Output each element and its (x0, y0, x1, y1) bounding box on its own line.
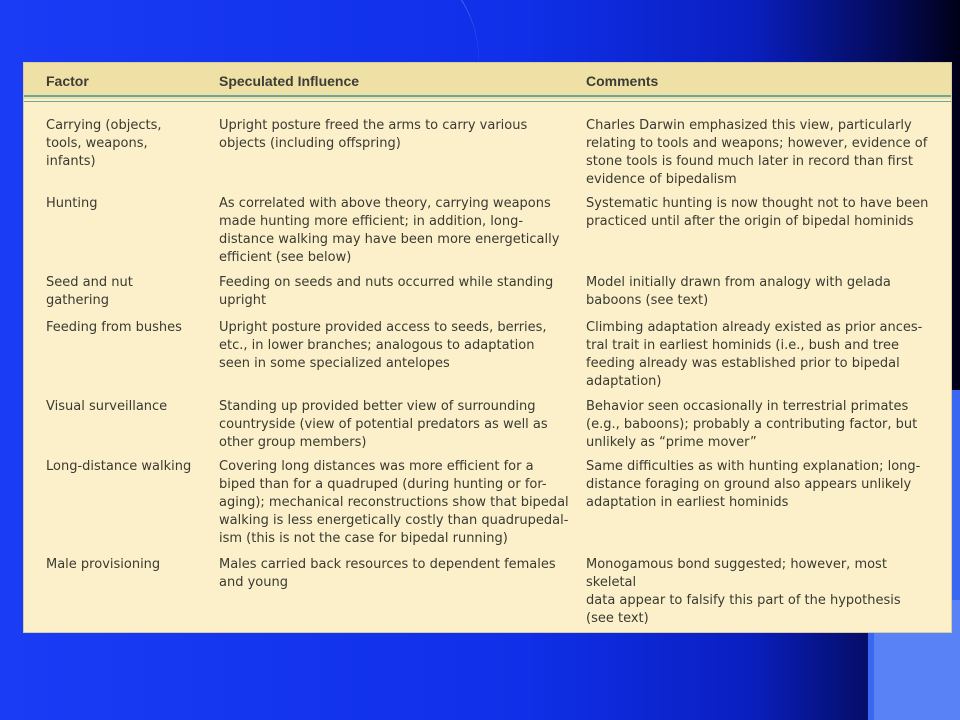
cell-comments: Behavior seen occasionally in terrestrial primates (e.g., baboons); probably a contributing factor, but unlikely as “prime mover” (586, 399, 918, 450)
cell-comments: Charles Darwin emphasized this view, particularly relating to tools and weapons; however, evidence of stone tools is found much later in record than first evidence of bipedalism (586, 118, 928, 187)
cell-comments: Same difficulties as with hunting explanation; long- distance foraging on ground also appears unlikely adaptation in earliest hominids (586, 459, 921, 510)
cell-factor: Feeding from bushes (46, 320, 182, 335)
cell-factor: Carrying (objects, tools, weapons, infants) (46, 118, 162, 169)
cell-comments: Climbing adaptation already existed as prior ances- tral trait in earliest hominids (i.e., bush and tree feeding already was established prior to bipedal adaptation) (586, 320, 923, 389)
header-comments: Comments (586, 73, 659, 89)
cell-factor: Long-distance walking (46, 459, 192, 474)
header-speculated-influence: Speculated Influence (219, 73, 360, 89)
cell-influence: Males carried back resources to dependent females and young (219, 557, 556, 590)
cell-comments: Model initially drawn from analogy with gelada baboons (see text) (586, 275, 891, 308)
cell-influence: Upright posture provided access to seeds, berries, etc., in lower branches; analogous to adaptation seen in some specialized antelopes (219, 320, 547, 371)
cell-influence: Feeding on seeds and nuts occurred while standing upright (219, 275, 554, 308)
cell-comments: Monogamous bond suggested; however, most skeletal data appear to falsify this part of the hypothesis (see text) (586, 557, 901, 626)
cell-factor: Visual surveillance (46, 399, 168, 414)
header-rule-top (24, 95, 951, 97)
cell-influence: Standing up provided better view of surrounding countryside (view of potential predators as well as other group members) (219, 399, 548, 450)
cell-comments: Systematic hunting is now thought not to have been practiced until after the origin of bipedal hominids (586, 196, 929, 229)
cell-influence: Covering long distances was more efficient for a biped than for a quadruped (during hunting or for- aging); mechanical reconstructions show that bipedal walking is less energetically costly than quadrupedal- ism (this is not the case for bipedal running) (219, 459, 569, 546)
header-factor: Factor (46, 73, 89, 89)
cell-factor: Seed and nut gathering (46, 275, 133, 308)
table-header-row (24, 63, 951, 99)
cell-factor: Male provisioning (46, 557, 161, 572)
cell-influence: Upright posture freed the arms to carry various objects (including offspring) (219, 118, 528, 151)
cell-influence: As correlated with above theory, carrying weapons made hunting more efficient; in addition, long- distance walking may have been more energetically efficient (see below) (219, 196, 560, 265)
cell-factor: Hunting (46, 196, 98, 211)
factors-table (24, 63, 951, 632)
header-rule-bottom (24, 101, 951, 102)
